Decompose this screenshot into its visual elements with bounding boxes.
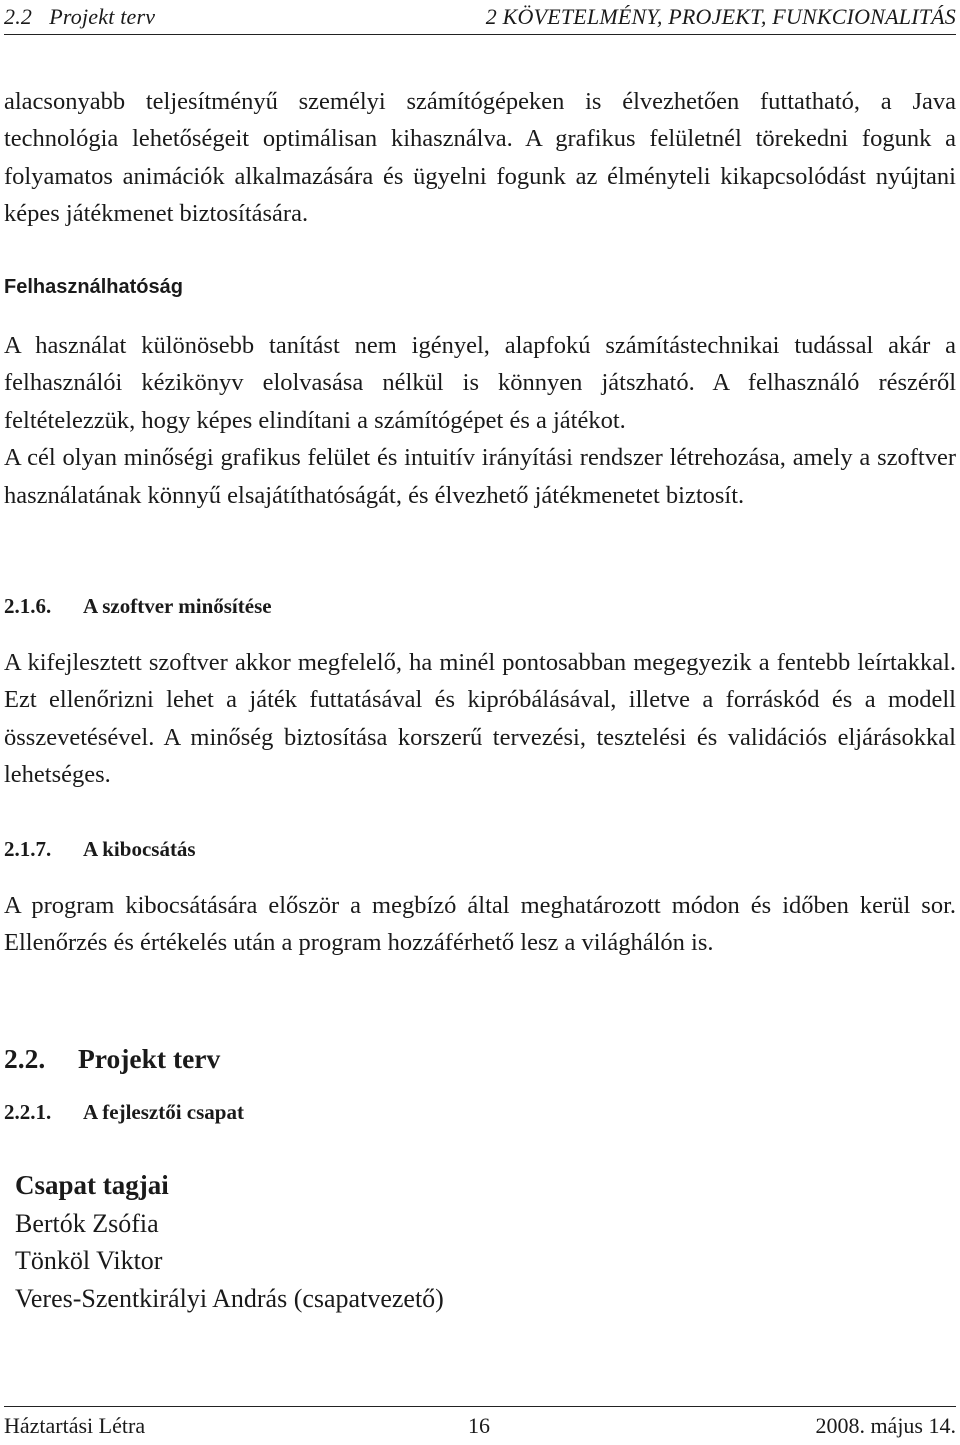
qualification-paragraph: A kifejlesztett szoftver akkor megfelelő, ha minél pontosabban megegyezik a fentebb leírtakkal. Ezt ellenőrizni lehet a játék futtatásával és kipróbálásával, illetve a forráskód és a modell összevetésével. A minőség biztosítása korszerű tervezési, tesztelési és validációs eljárásokkal lehetséges. [4,649,956,789]
release-paragraph: A program kibocsátására először a megbízó által meghatározott módon és időben kerül sor. Ellenőrzés és értékelés után a program hozzáférhető lesz a világhálón is. [4,892,956,957]
qualification-block [4,644,956,794]
footer-page-number: 16 [468,1413,490,1438]
release-number: 2.1.7. [4,837,52,861]
header-divider [4,34,956,35]
team-section-number: 2.2.1. [4,1100,52,1124]
usability-block [4,327,956,514]
footer-document-title: Háztartási Létra [4,1413,146,1438]
team-section-heading [4,1100,956,1125]
header-chapter-title: 2 KÖVETELMÉNY, PROJEKT, FUNKCIONALITÁS [485,4,956,29]
usability-paragraph-1: A használat különösebb tanítást nem igényel, alapfokú számítástechnikai tudással akár a felhasználói kézikönyv elolvasása nélkül is könnyen játszható. A felhasználó részéről feltételezzük, hogy képes elindítani a számítógépet és a játékot. [4,332,956,434]
qualification-heading [4,594,956,619]
page-footer [4,1406,956,1445]
intro-block [4,83,956,233]
team-member: Tönköl Viktor [15,1246,163,1275]
usability-heading: Felhasználhatóság [4,276,183,298]
running-header [4,4,956,34]
team-list [15,1167,444,1317]
release-heading [4,837,956,862]
team-member: Bertók Zsófia [15,1208,159,1238]
qualification-title: A szoftver minősítése [83,594,272,618]
usability-paragraph-2: A cél olyan minőségi grafikus felület és intuitív irányítási rendszer létrehozása, amely a szoftver használatának könnyű elsajátíthatóságát, és élvezhető játékmenetet biztosít. [4,444,956,509]
project-plan-title: Projekt terv [78,1043,221,1074]
release-title: A kibocsátás [83,837,196,861]
qualification-heading-block [4,594,956,619]
release-block [4,887,956,962]
qualification-number: 2.1.6. [4,594,52,618]
project-plan-heading-block [4,1043,956,1075]
team-section-title: A fejlesztői csapat [83,1100,244,1124]
team-title: Csapat tagjai [15,1170,169,1200]
team-heading-block [4,1100,956,1125]
release-heading-block [4,837,956,862]
footer-date: 2008. május 14. [815,1413,956,1438]
intro-paragraph: alacsonyabb teljesítményű személyi számítógépeken is élvezhetően futtatható, a Java technológia lehetőségeit optimálisan kihasználva. A grafikus felületnél törekedni fogunk a folyamatos animációk alkalmazására és ügyelni fogunk az élményteli kikapcsolódást nyújtani képes játékmenet biztosítására. [4,88,956,228]
team-member: Veres-Szentkirályi András (csapatvezető) [15,1283,444,1313]
usability-heading-block [4,276,956,299]
header-section-title: 2.2 Projekt terv [4,4,156,29]
project-plan-heading [4,1043,956,1075]
project-plan-number: 2.2. [4,1043,46,1074]
